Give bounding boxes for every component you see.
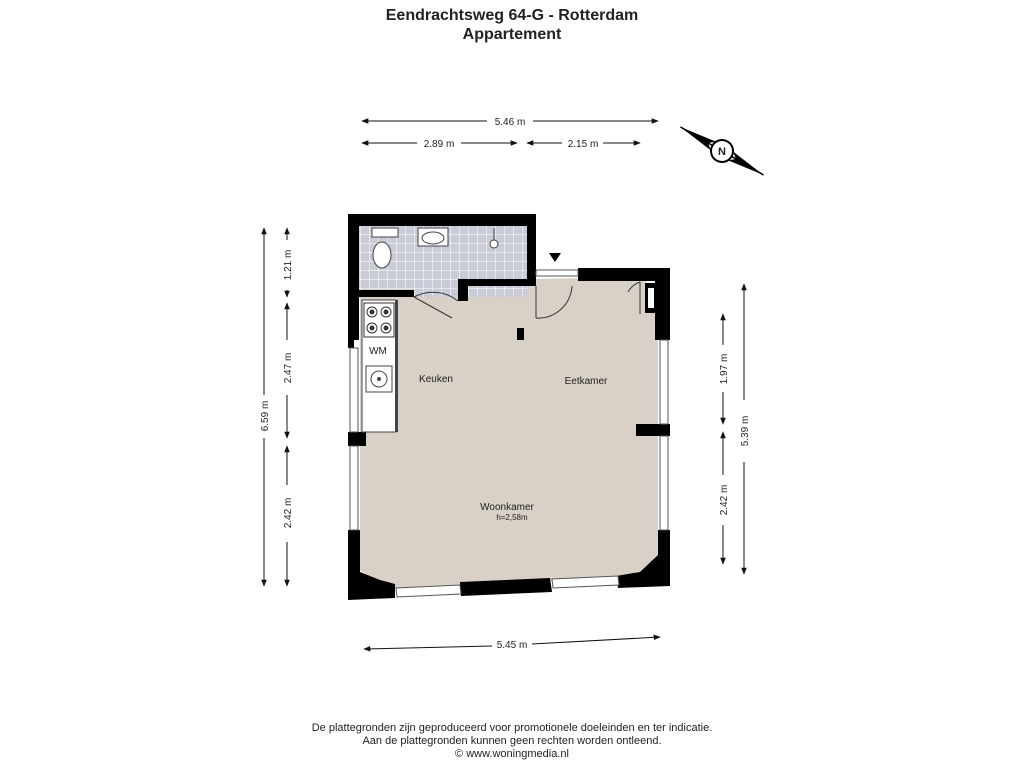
dim-top-total: 5.46 m [494,117,526,128]
wall-bathroom-bottom-left [359,290,414,297]
sink-icon [418,228,448,246]
meter-cupboard-icon [645,283,657,313]
dim-left-middle: 2.47 m [283,352,294,384]
wall-right-upper [655,268,670,340]
dim-bottom-total: 5.45 m [496,640,528,651]
room-label-keuken: Keuken [419,374,453,385]
plan-title: Eendrachtsweg 64-G - Rotterdam [385,7,639,24]
window-left-lower [350,446,358,530]
window-right-upper [660,340,668,424]
wall-bathroom-top [348,214,536,226]
compass-icon [675,117,769,184]
kitchen-counter [362,300,398,432]
window-right-lower [660,436,668,530]
wall-inner-top [468,279,534,286]
wall-bathroom-left [348,214,359,340]
room-label-eetkamer: Eetkamer [564,376,608,387]
room-label-woonkamer: Woonkamer [480,502,534,513]
dim-top-left: 2.89 m [423,139,455,150]
wall-right-pier [636,424,670,436]
wall-bathroom-bottom-stub [458,279,468,301]
dim-right-bottom: 2.42 m [719,484,730,516]
dim-right-top: 1.97 m [719,353,730,385]
stove-icon [364,303,394,337]
compass-letter: N [718,146,726,158]
wall-left-pier-2 [348,432,366,446]
dim-top-right: 2.15 m [567,139,599,150]
dim-left-total: 6.59 m [260,400,271,432]
column-pier [517,328,524,340]
copyright-link[interactable]: © www.woningmedia.nl [455,748,569,760]
window-left-upper [350,348,358,432]
room-height-label: h=2,58m [496,513,528,522]
kitchen-sink-icon [366,366,392,392]
disclaimer-line-2: Aan de plattegronden kunnen geen rechten worden ontleend. [362,735,662,747]
dim-left-top: 1.21 m [283,249,294,281]
disclaimer-line-1: De plattegronden zijn geproduceerd voor promotionele doeleinden en ter indicatie. [311,722,713,734]
plan-subtitle: Appartement [462,26,562,43]
entrance-arrow-icon [549,253,561,262]
washer-label: WM [369,346,387,357]
wall-left-pier-1 [348,340,354,348]
dim-right-total: 5.39 m [740,415,751,447]
window-top-entrance [536,270,578,276]
wall-bathroom-right [527,214,536,286]
dim-left-bottom: 2.42 m [283,497,294,529]
